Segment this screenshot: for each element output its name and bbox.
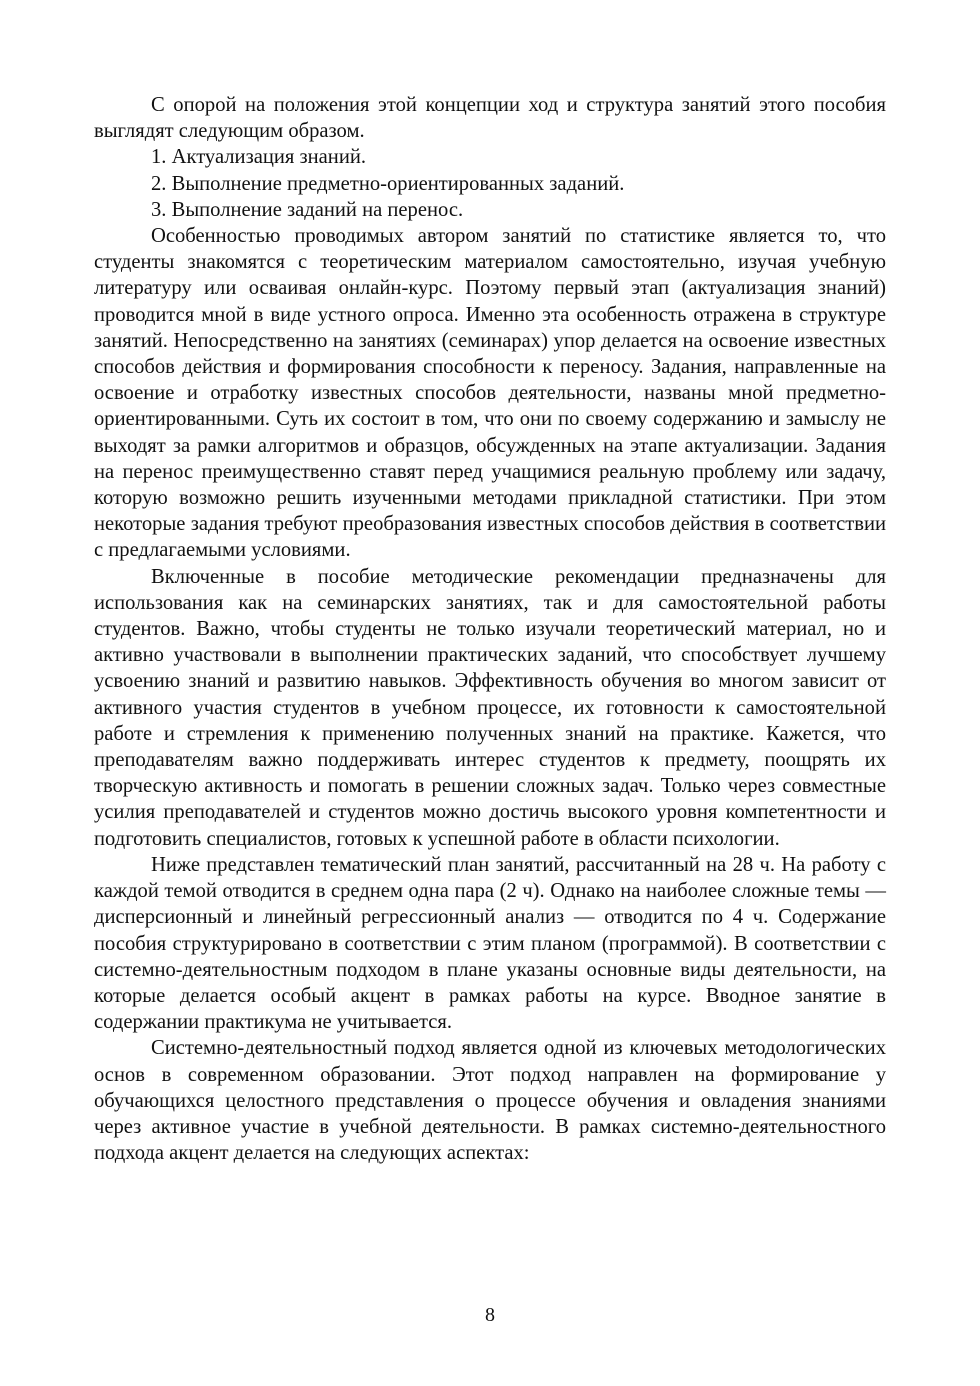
paragraph-plan: Ниже представлен тематический план занятий, рассчитанный на 28 ч. На работу с каждой темой отводится в среднем одна пара (2 ч). Однако на наиболее сложные темы — дисперсионный и линейный регрессионный анализ — отводится по 4 ч. Содержание пособия структурировано в соответствии с этим планом (программой). В соответствии с системно-деятельностным подходом в плане указаны основные виды деятельности, на которые делается особый акцент в рамках работы на курсе. Вводное занятие в содержании практикума не учитывается. <box>94 853 886 1034</box>
page-number: 8 <box>485 1304 495 1326</box>
list-item-2: 2. Выполнение предметно-ориентированных заданий. <box>151 172 625 195</box>
paragraph-recommendations: Включенные в пособие методические рекомендации предназначены для использования как на семинарских занятиях, так и для самостоятельной работы студентов. Важно, чтобы студенты не только изучали теоретический материал, но и активно участвовали в выполнении практических заданий, что способствует лучшему усвоению знаний и развитию навыков. Эффективность обучения во многом зависит от активного участия студентов в учебном процессе, их готовности к самостоятельной работе и стремления к применению полученных знаний на практике. Кажется, что преподавателям важно поддерживать интерес студентов к предмету, поощрять их творческую активность и помогать в решении сложных задач. Только через совместные усилия преподавателей и студентов можно достичь высокого уровня компетентности и подготовить специалистов, готовых к успешной работе в области психологии. <box>94 565 886 850</box>
body-text <box>94 92 886 1166</box>
list-item-1: 1. Актуализация знаний. <box>151 146 367 169</box>
paragraph-features: Особенностью проводимых автором занятий по статистике является то, что студенты знакомятся с теоретическим материалом самостоятельно, изучая учебную литературу или осваивая онлайн-курс. Поэтому первый этап (актуализация знаний) проводится мной в виде устного опроса. Именно эта особенность отражена в структуре занятий. Непосредственно на занятиях (семинарах) упор делается на освоение известных способов действия и формирования способности к переносу. Задания, направленные на освоение и отработку известных способов деятельности, названы мной предметно-ориентированными. Суть их состоит в том, что они по своему содержанию и замыслу не выходят за рамки алгоритмов и образцов, обсужденных на этапе актуализации. Задания на перенос преимущественно ставят перед учащимися реальную проблему или задачу, которую возможно решить изученными методами прикладной статистики. При этом некоторые задания требуют преобразования известных способов действия в соответствии с предлагаемыми условиями. <box>94 225 886 562</box>
paragraph-approach: Системно-деятельностный подход является одной из ключевых методологических основ в современном образовании. Этот подход направлен на формирование у обучающихся целостного представления о процессе обучения и овладения знаниями через активное участие в учебной деятельности. В рамках системно-деятельностного подхода акцент делается на следующих аспектах: <box>94 1037 886 1165</box>
paragraph-intro: С опорой на положения этой концепции ход и структура занятий этого пособия выглядят следующим образом. <box>94 94 886 143</box>
list-item-3: 3. Выполнение заданий на перенос. <box>151 198 464 221</box>
